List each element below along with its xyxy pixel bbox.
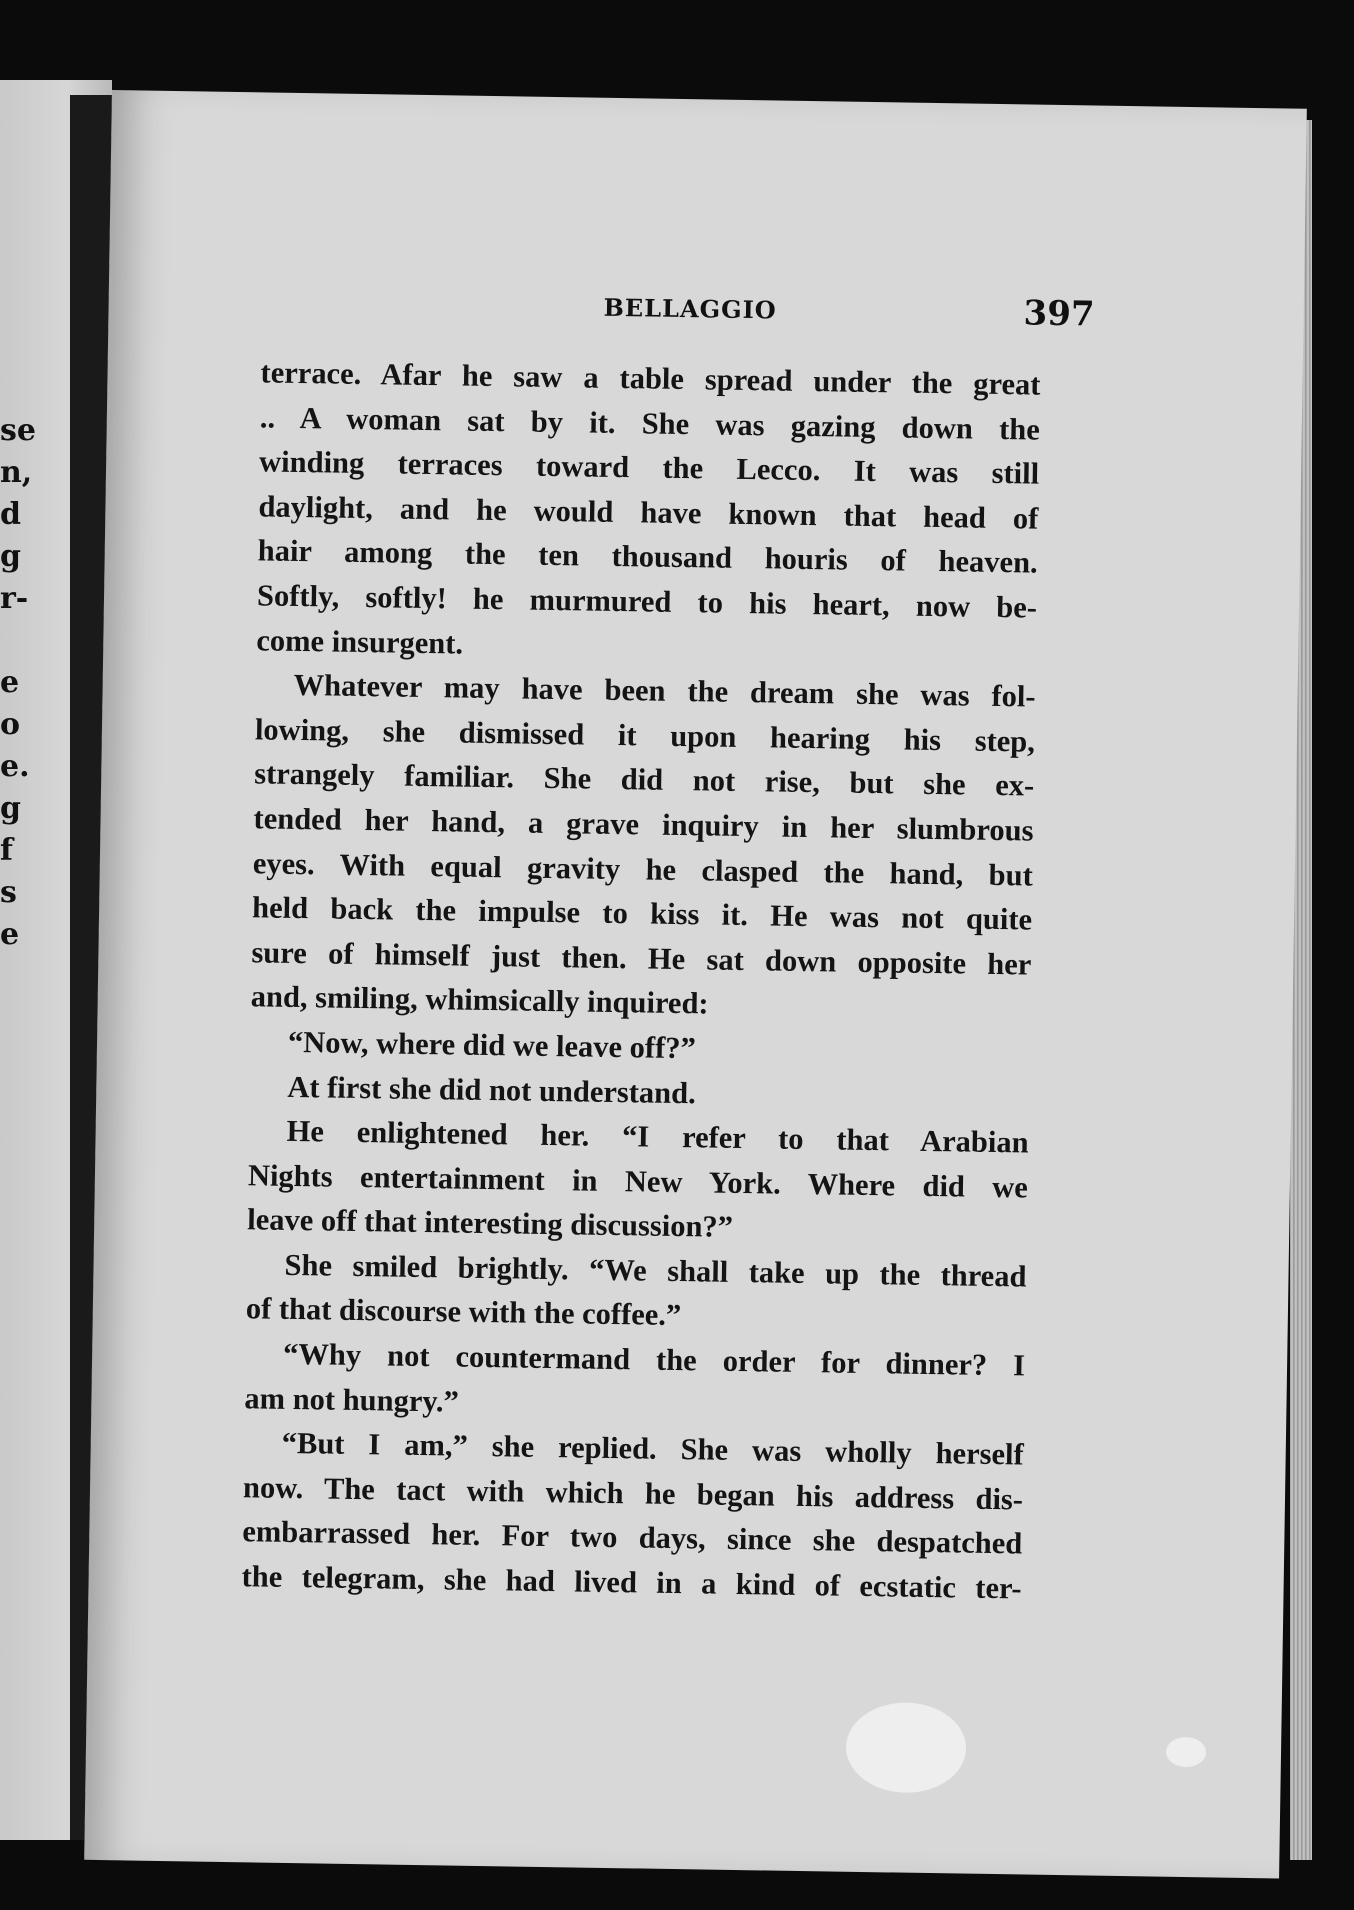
text-line: terrace. Afar he saw a table spread under the great xyxy=(260,355,1041,402)
facing-line: f xyxy=(0,833,13,868)
text-line: At first she did not understand. xyxy=(287,1069,697,1110)
facing-line: se xyxy=(0,413,36,448)
text-line: embarrassed her. For two days, since she despatched xyxy=(242,1514,1023,1561)
text-line: He enlightened her. “I refer to that Arabian xyxy=(286,1113,1029,1160)
text-line: eyes. With equal gravity he clasped the hand, but xyxy=(252,845,1034,893)
facing-line: r- xyxy=(0,581,29,616)
facing-line xyxy=(0,620,40,662)
text-line: of that discourse with the coffee.” xyxy=(245,1291,682,1333)
running-head: BELLAGGIO xyxy=(603,292,777,325)
text-line: held back the impulse to kiss it. He was not quite xyxy=(251,890,1033,937)
facing-line: e xyxy=(0,917,20,952)
text-line: Softly, softly! he murmured to his heart, now be- xyxy=(256,578,1038,625)
facing-line: s xyxy=(0,875,17,910)
facing-page-text xyxy=(0,410,40,956)
text-line: the telegram, she had lived in a kind of ecstatic ter- xyxy=(241,1559,1022,1606)
text-line: “Why not countermand the order for dinner? I xyxy=(282,1336,1026,1383)
page-number: 397 xyxy=(1023,293,1095,335)
facing-line: g xyxy=(0,791,21,826)
text-line: am not hungry.” xyxy=(244,1380,460,1419)
book-page xyxy=(84,90,1307,1879)
paper-stain xyxy=(1166,1737,1206,1768)
text-line: .. A woman sat by it. She was gazing down the xyxy=(259,399,1041,447)
facing-line: n, xyxy=(0,455,33,490)
page-header xyxy=(108,285,1304,354)
facing-line: d xyxy=(0,497,21,532)
text-line: daylight, and he would have known that head of xyxy=(258,489,1039,536)
text-line: Whatever may have been the dream she was fol- xyxy=(293,668,1036,714)
text-line: She smiled brightly. “We shall take up the thread xyxy=(284,1247,1027,1294)
facing-line: o xyxy=(0,707,21,742)
facing-line: e. xyxy=(0,749,30,784)
facing-line: e xyxy=(0,665,20,700)
text-line: “But I am,” she replied. She was wholly herself xyxy=(281,1426,1024,1472)
text-line: Nights entertainment in New York. Where did we xyxy=(247,1157,1029,1205)
text-line: come insurgent. xyxy=(256,622,464,661)
page-body xyxy=(241,350,1041,1611)
text-line: winding terraces toward the Lecco. It was still xyxy=(258,444,1040,491)
facing-line: g xyxy=(0,539,21,574)
paper-stain xyxy=(845,1702,966,1794)
text-line: sure of himself just then. He sat down opposite her xyxy=(251,935,1032,982)
text-line: “Now, where did we leave off?” xyxy=(287,1024,697,1066)
text-line: and, smiling, whimsically inquired: xyxy=(250,979,709,1021)
text-line: hair among the ten thousand houris of heaven. xyxy=(257,533,1038,580)
text-line: now. The tact with which he began his address dis- xyxy=(242,1470,1024,1517)
text-line: tended her hand, a grave inquiry in her slumbrous xyxy=(253,801,1034,848)
text-line: leave off that interesting discussion?” xyxy=(247,1202,734,1245)
text-line: strangely familiar. She did not rise, but she ex- xyxy=(254,756,1035,803)
text-line: lowing, she dismissed it upon hearing his step, xyxy=(254,712,1036,759)
